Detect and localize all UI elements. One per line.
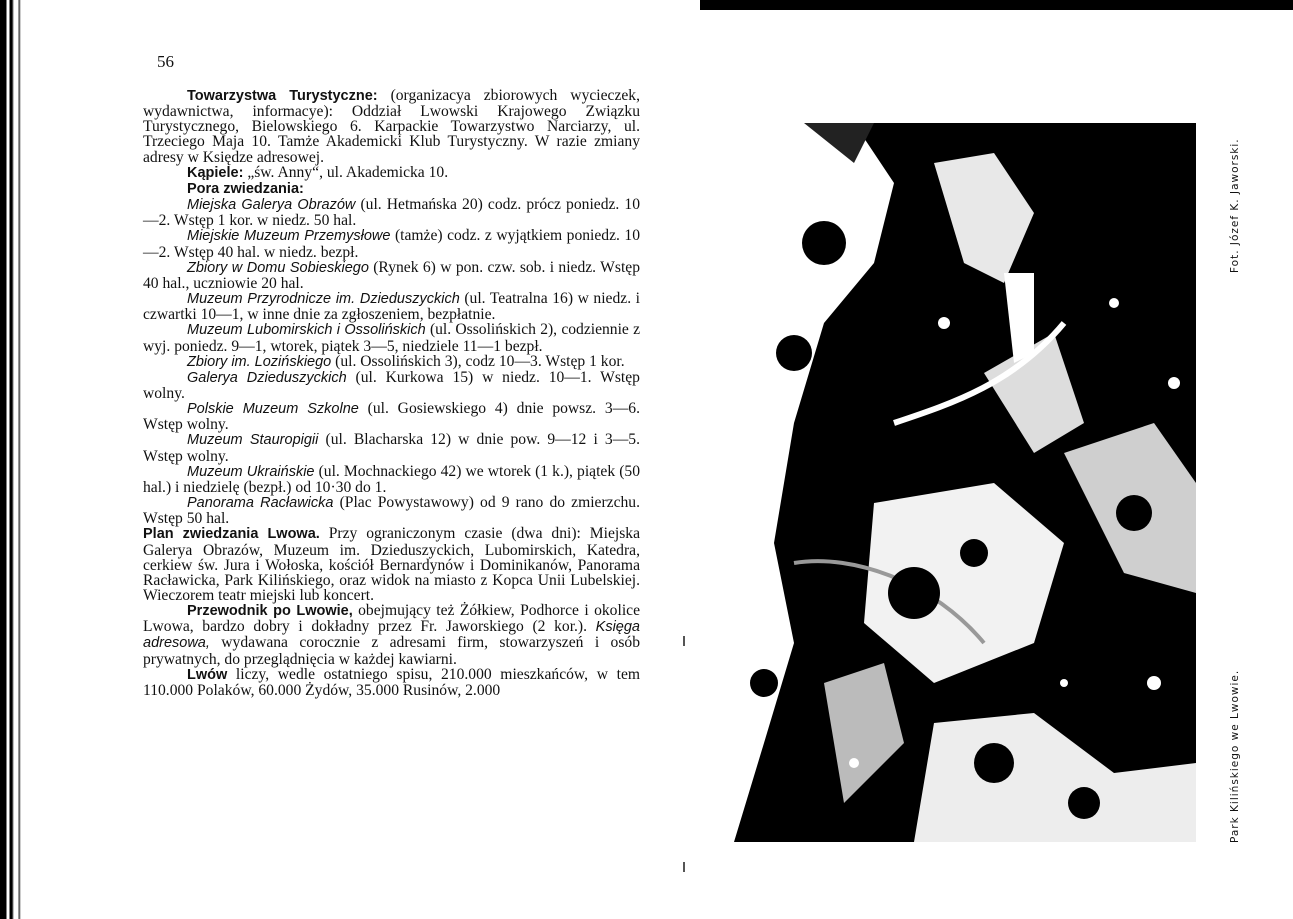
text-run: liczy, wedle ostatniego spisu, 210.000 mieszkańców, w tem 110.000 Polaków, 60.000 Żydów, 35.000 Rusinów, 2.000 (143, 665, 640, 699)
italic-run: Zbiory im. Lozińskiego (187, 353, 332, 370)
italic-run: Zbiory w Domu Sobieskiego (187, 259, 369, 276)
italic-run: Miejska Galerya Obrazów (187, 197, 356, 214)
paragraph (143, 432, 640, 463)
text-run: (ul. Hetmańska 20) codz. prócz poniedz. 10—2. Wstęp 1 kor. w niedz. 50 hal. (143, 196, 641, 230)
paragraph (143, 401, 640, 432)
text-run: (ul. Ossolińskich 3), codz 10—3. Wstęp 1 kor. (331, 352, 625, 370)
text-run: obejmujący też Żółkiew, Podhorce i okolice Lwowa, bardzo dobry i dokładny przez Fr. Jaworskiego (2 kor.). (143, 602, 640, 636)
heading-run: Lwów (187, 666, 228, 683)
gutter-mark (683, 862, 685, 872)
text-run: wydawana corocznie z adresami firm, stowarzyszeń i osób prywatnych, do przeglądnięcia w każdej kawiarni. (143, 634, 640, 668)
text-run: (organizacya zbiorowych wycieczek, wydawnictwa, informacye): Oddział Lwowski Krajowego Związku Turystycznego, Bielowskiego 6. Karpackie Towarzystwo Narciarzy, ul. Trzeciego Maja 10. Tamże Akademicki Klub Turystyczny. W razie zmiany adresy w Księdze adresowej. (143, 87, 640, 166)
paragraph (143, 354, 640, 370)
text-run: (ul. Mochnackiego 42) we wtorek (1 k.), piątek (50 hal.) i niedzielę (bezpł.) od 10·30 do 1. (143, 462, 640, 496)
paragraph (143, 526, 640, 603)
text-run: Przy ograniczonym czasie (dwa dni): Miejska Galerya Obrazów, Muzeum im. Dzieduszyckich, Lubomirskich, Katedra, cerkiew św. Jura i Wołoska, kościół Bernardynów i Dominikanów, Panorama Racławicka, Park Kilińskiego, oraz widok na miasto z Kopca Unii Lubelskiej. Wieczorem teatr miejski lub koncert. (143, 525, 640, 604)
paragraph (143, 464, 640, 495)
text-run: (ul. Ossolińskich 2), codziennie z wyj. poniedz. 9—1, wtorek, piątek 3—5, niedziele 11—1 bezpł. (143, 321, 641, 355)
paragraph (143, 88, 640, 165)
paragraph (143, 370, 640, 401)
book-binding-edge (0, 0, 30, 919)
paragraph (143, 165, 640, 181)
paragraph (143, 667, 640, 698)
paragraph (143, 228, 640, 259)
text-run: (tamże) codz. z wyjątkiem poniedz. 10—2. Wstęp 40 hal. w niedz. bezpł. (143, 227, 640, 261)
heading-run: Towarzystwa Turystyczne: (187, 88, 378, 104)
text-run: (ul. Teatralna 16) w niedz. i czwartki 10—1, w inne dnie za zgłoszeniem, bezpłatnie. (143, 290, 640, 324)
paragraph (143, 197, 640, 228)
gutter-mark (683, 636, 685, 646)
italic-run: Muzeum Przyrodnicze im. Dzieduszyckich (187, 291, 460, 308)
paragraph (143, 603, 640, 667)
text-run: (Rynek 6) w pon. czw. sob. i niedz. Wstęp 40 hal., uczniowie 20 hal. (143, 258, 640, 292)
text-run: (ul. Blacharska 12) w dnie pow. 9—12 i 3—5. Wstęp wolny. (143, 431, 640, 465)
text-run: (ul. Kurkowa 15) w niedz. 10—1. Wstęp wolny. (143, 368, 640, 402)
page-number: 56 (157, 52, 174, 71)
heading-run: Przewodnik po Lwowie, (187, 603, 353, 620)
photograph-park (734, 123, 1196, 842)
paragraph (143, 495, 640, 526)
page-top-shadow (700, 0, 1293, 10)
heading-run: Pora zwiedzania: (187, 180, 304, 197)
paragraph (143, 291, 640, 322)
italic-run: Panorama Racławicka (187, 495, 334, 512)
text-run: (Plac Powystawowy) od 9 rano do zmierzchu. Wstęp 50 hal. (143, 494, 641, 528)
italic-run: Muzeum Ukraińskie (187, 463, 315, 480)
paragraph (143, 181, 640, 197)
text-run: (ul. Gosiewskiego 4) dnie powsz. 3—6. Wstęp wolny. (143, 400, 640, 434)
body-text (143, 88, 640, 698)
paragraph (143, 260, 640, 291)
italic-run: Muzeum Stauropigii (187, 432, 319, 449)
italic-run: Polskie Muzeum Szkolne (187, 401, 359, 418)
italic-run: Galerya Dzieduszyckich (187, 369, 347, 386)
paragraph (143, 322, 640, 353)
italic-run: Miejskie Muzeum Przemysłowe (187, 228, 391, 245)
text-run: „św. Anny“, ul. Akademicka 10. (243, 163, 449, 181)
heading-run: Kąpiele: (187, 164, 244, 181)
italic-run: Księga adresowa, (143, 619, 640, 652)
photo-caption: Park Kilińskiego we Lwowie. (1229, 669, 1241, 843)
italic-run: Muzeum Lubomirskich i Ossolińskich (187, 322, 426, 339)
heading-run: Plan zwiedzania Lwowa. (143, 526, 320, 543)
photo-credit: Fot. Józef K. Jaworski. (1229, 138, 1241, 273)
